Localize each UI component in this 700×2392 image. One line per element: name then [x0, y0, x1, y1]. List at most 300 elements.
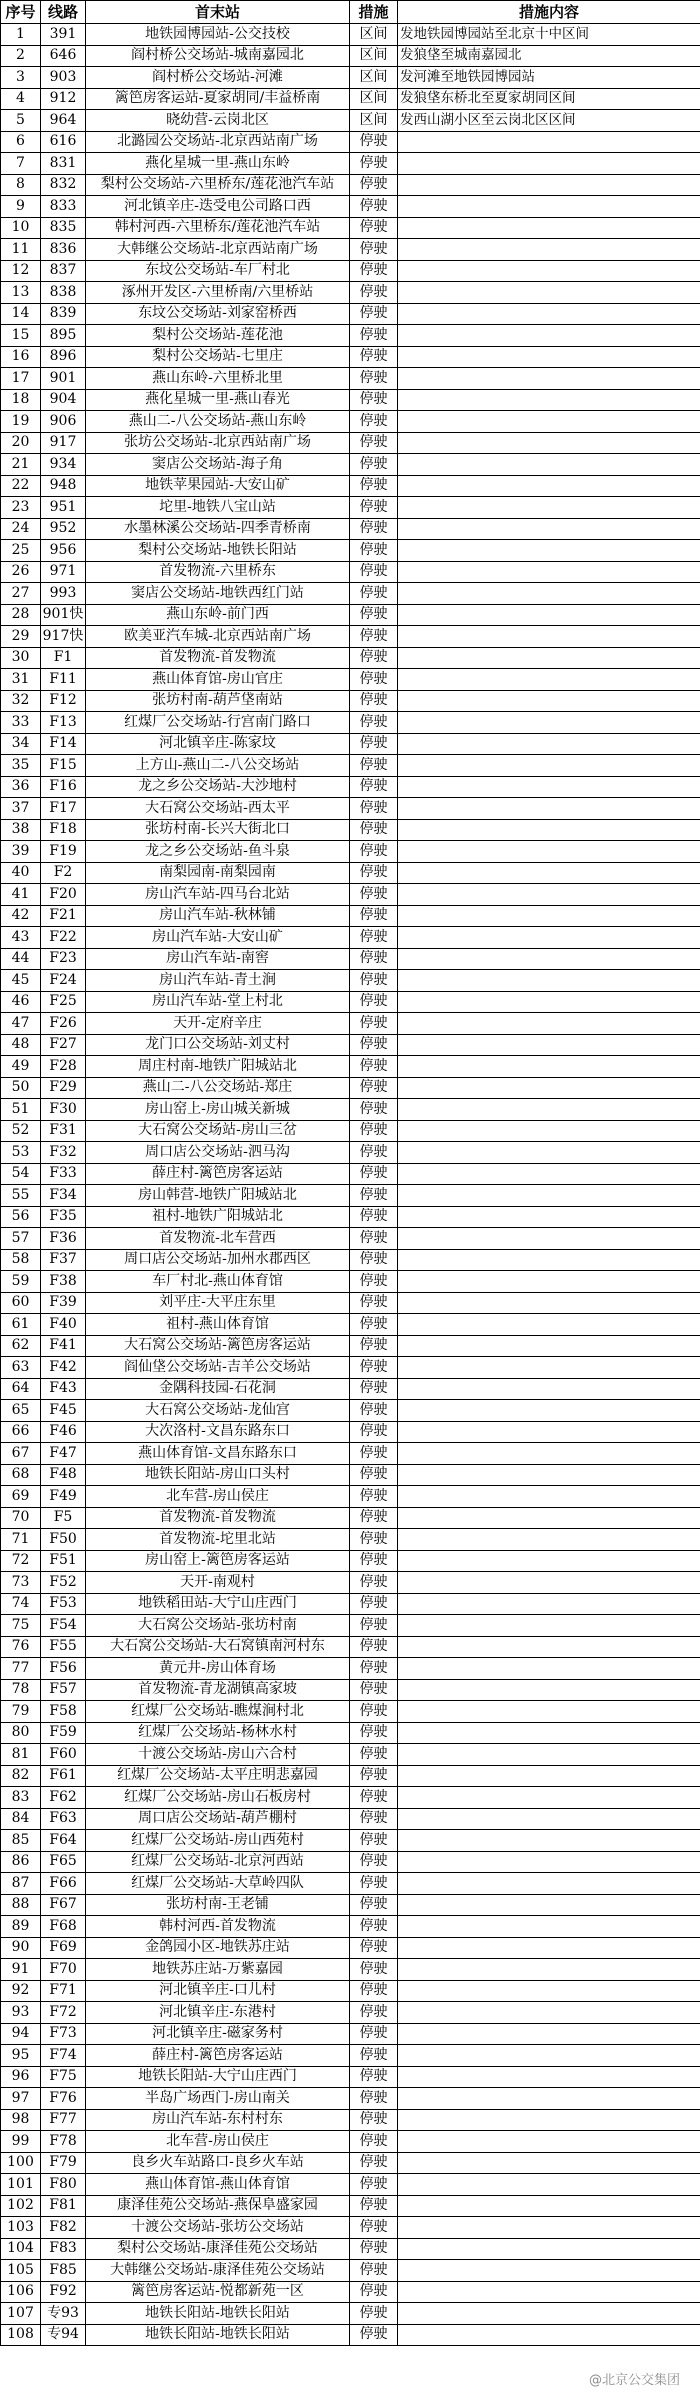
- stations-cell: 周口店公交场站-葫芦棚村: [86, 1808, 350, 1830]
- measure-cell: 停驶: [350, 454, 398, 476]
- table-row: [1, 217, 700, 239]
- seq-cell: 101: [1, 2174, 41, 2196]
- table-row: [1, 2303, 700, 2325]
- table-row: [1, 2023, 700, 2045]
- seq-cell: 51: [1, 1099, 41, 1121]
- route-cell: 971: [41, 561, 86, 583]
- measure-cell: 停驶: [350, 1421, 398, 1443]
- seq-cell: 63: [1, 1357, 41, 1379]
- measure-cell: 停驶: [350, 798, 398, 820]
- measure-cell: 停驶: [350, 1679, 398, 1701]
- seq-cell: 32: [1, 690, 41, 712]
- measure-cell: 停驶: [350, 174, 398, 196]
- detail-cell: 发西山湖小区至云岗北区区间: [398, 110, 700, 132]
- route-cell: F65: [41, 1851, 86, 1873]
- header-stations: 首末站: [86, 1, 350, 24]
- seq-cell: 78: [1, 1679, 41, 1701]
- route-cell: 895: [41, 325, 86, 347]
- seq-cell: 30: [1, 647, 41, 669]
- seq-cell: 13: [1, 282, 41, 304]
- stations-cell: 大韩继公交场站-康泽佳苑公交场站: [86, 2260, 350, 2282]
- route-cell: F82: [41, 2217, 86, 2239]
- seq-cell: 66: [1, 1421, 41, 1443]
- measure-cell: 停驶: [350, 1550, 398, 1572]
- seq-cell: 28: [1, 604, 41, 626]
- measure-cell: 停驶: [350, 2066, 398, 2088]
- stations-cell: 韩村河西-首发物流: [86, 1916, 350, 1938]
- seq-cell: 71: [1, 1529, 41, 1551]
- stations-cell: 十渡公交场站-张坊公交场站: [86, 2217, 350, 2239]
- seq-cell: 70: [1, 1507, 41, 1529]
- seq-cell: 98: [1, 2109, 41, 2131]
- stations-cell: 燕化星城一里-燕山春光: [86, 389, 350, 411]
- measure-cell: 停驶: [350, 991, 398, 1013]
- table-row: [1, 1765, 700, 1787]
- table-row: [1, 647, 700, 669]
- detail-cell: [398, 174, 700, 196]
- table-row: [1, 174, 700, 196]
- stations-cell: 张坊村南-长兴大街北口: [86, 819, 350, 841]
- seq-cell: 87: [1, 1873, 41, 1895]
- table-row: [1, 1615, 700, 1637]
- detail-cell: [398, 1292, 700, 1314]
- seq-cell: 85: [1, 1830, 41, 1852]
- detail-cell: [398, 690, 700, 712]
- measure-cell: 停驶: [350, 1980, 398, 2002]
- table-row: [1, 1400, 700, 1422]
- route-cell: F31: [41, 1120, 86, 1142]
- measure-cell: 停驶: [350, 368, 398, 390]
- route-cell: 934: [41, 454, 86, 476]
- detail-cell: [398, 518, 700, 540]
- detail-cell: [398, 733, 700, 755]
- stations-cell: 良乡火车站路口-良乡火车站: [86, 2152, 350, 2174]
- stations-cell: 篱笆房客运站-夏家胡同/丰益桥南: [86, 88, 350, 110]
- stations-cell: 梨村公交场站-地铁长阳站: [86, 540, 350, 562]
- stations-cell: 红煤厂公交场站-房山西苑村: [86, 1830, 350, 1852]
- table-row: [1, 1077, 700, 1099]
- stations-cell: 车厂村北-燕山体育馆: [86, 1271, 350, 1293]
- table-row: [1, 24, 700, 46]
- seq-cell: 24: [1, 518, 41, 540]
- detail-cell: [398, 819, 700, 841]
- detail-cell: [398, 561, 700, 583]
- measure-cell: 停驶: [350, 1894, 398, 1916]
- route-cell: 952: [41, 518, 86, 540]
- measure-cell: 停驶: [350, 325, 398, 347]
- measure-cell: 停驶: [350, 1851, 398, 1873]
- route-cell: F61: [41, 1765, 86, 1787]
- seq-cell: 6: [1, 131, 41, 153]
- stations-cell: 龙之乡公交场站-大沙地村: [86, 776, 350, 798]
- header-detail: 措施内容: [398, 1, 700, 24]
- stations-cell: 大石窝公交场站-张坊村南: [86, 1615, 350, 1637]
- table-body: [1, 24, 700, 2346]
- stations-cell: 燕山体育馆-文昌东路东口: [86, 1443, 350, 1465]
- route-cell: F36: [41, 1228, 86, 1250]
- table-row: [1, 2131, 700, 2153]
- stations-cell: 红煤厂公交场站-杨林水村: [86, 1722, 350, 1744]
- route-cell: F59: [41, 1722, 86, 1744]
- detail-cell: [398, 2217, 700, 2239]
- route-cell: 832: [41, 174, 86, 196]
- table-header-row: [1, 1, 700, 24]
- detail-cell: [398, 1120, 700, 1142]
- measure-cell: 停驶: [350, 2303, 398, 2325]
- route-cell: F26: [41, 1013, 86, 1035]
- route-cell: 837: [41, 260, 86, 282]
- seq-cell: 67: [1, 1443, 41, 1465]
- route-cell: F68: [41, 1916, 86, 1938]
- seq-cell: 3: [1, 67, 41, 89]
- route-cell: 948: [41, 475, 86, 497]
- stations-cell: 天开-南观村: [86, 1572, 350, 1594]
- detail-cell: [398, 1658, 700, 1680]
- seq-cell: 106: [1, 2281, 41, 2303]
- detail-cell: [398, 991, 700, 1013]
- detail-cell: [398, 1486, 700, 1508]
- detail-cell: [398, 2324, 700, 2346]
- measure-cell: 停驶: [350, 755, 398, 777]
- detail-cell: [398, 303, 700, 325]
- detail-cell: [398, 1873, 700, 1895]
- route-cell: F15: [41, 755, 86, 777]
- stations-cell: 大次洛村-文昌东路东口: [86, 1421, 350, 1443]
- measure-cell: 停驶: [350, 1572, 398, 1594]
- stations-cell: 水墨林溪公交场站-四季青桥南: [86, 518, 350, 540]
- measure-cell: 停驶: [350, 2088, 398, 2110]
- stations-cell: 房山汽车站-堂上村北: [86, 991, 350, 1013]
- measure-cell: 停驶: [350, 905, 398, 927]
- stations-cell: 大石窝公交场站-龙仙宫: [86, 1400, 350, 1422]
- seq-cell: 8: [1, 174, 41, 196]
- route-cell: F29: [41, 1077, 86, 1099]
- measure-cell: 停驶: [350, 1765, 398, 1787]
- measure-cell: 停驶: [350, 518, 398, 540]
- table-row: [1, 733, 700, 755]
- measure-cell: 停驶: [350, 303, 398, 325]
- detail-cell: [398, 2260, 700, 2282]
- table-row: [1, 540, 700, 562]
- detail-cell: [398, 669, 700, 691]
- detail-cell: 发河滩至地铁园博园站: [398, 67, 700, 89]
- table-row: [1, 991, 700, 1013]
- route-cell: 646: [41, 45, 86, 67]
- stations-cell: 房山窑上-房山城关新城: [86, 1099, 350, 1121]
- seq-cell: 14: [1, 303, 41, 325]
- route-cell: 836: [41, 239, 86, 261]
- detail-cell: 发狼垡东桥北至夏家胡同区间: [398, 88, 700, 110]
- detail-cell: [398, 2023, 700, 2045]
- measure-cell: 停驶: [350, 1486, 398, 1508]
- seq-cell: 81: [1, 1744, 41, 1766]
- seq-cell: 38: [1, 819, 41, 841]
- stations-cell: 红煤厂公交场站-行宫南门路口: [86, 712, 350, 734]
- route-cell: F46: [41, 1421, 86, 1443]
- route-cell: F1: [41, 647, 86, 669]
- route-cell: 904: [41, 389, 86, 411]
- measure-cell: 停驶: [350, 647, 398, 669]
- measure-cell: 停驶: [350, 1507, 398, 1529]
- stations-cell: 河北镇辛庄-磁家务村: [86, 2023, 350, 2045]
- measure-cell: 停驶: [350, 196, 398, 218]
- measure-cell: 停驶: [350, 1636, 398, 1658]
- seq-cell: 29: [1, 626, 41, 648]
- table-row: [1, 712, 700, 734]
- detail-cell: [398, 217, 700, 239]
- detail-cell: [398, 389, 700, 411]
- seq-cell: 88: [1, 1894, 41, 1916]
- measure-cell: 停驶: [350, 2238, 398, 2260]
- route-cell: F73: [41, 2023, 86, 2045]
- route-cell: 901: [41, 368, 86, 390]
- route-cell: F11: [41, 669, 86, 691]
- table-row: [1, 2260, 700, 2282]
- seq-cell: 50: [1, 1077, 41, 1099]
- seq-cell: 12: [1, 260, 41, 282]
- table-row: [1, 2109, 700, 2131]
- stations-cell: 首发物流-北车营西: [86, 1228, 350, 1250]
- detail-cell: [398, 927, 700, 949]
- table-row: [1, 1851, 700, 1873]
- measure-cell: 区间: [350, 24, 398, 46]
- measure-cell: 停驶: [350, 948, 398, 970]
- detail-cell: [398, 1765, 700, 1787]
- route-cell: 901快: [41, 604, 86, 626]
- measure-cell: 停驶: [350, 1808, 398, 1830]
- seq-cell: 89: [1, 1916, 41, 1938]
- stations-cell: 地铁长阳站-地铁长阳站: [86, 2303, 350, 2325]
- seq-cell: 74: [1, 1593, 41, 1615]
- route-cell: F34: [41, 1185, 86, 1207]
- table-row: [1, 1722, 700, 1744]
- table-row: [1, 2152, 700, 2174]
- detail-cell: [398, 905, 700, 927]
- stations-cell: 涿州开发区-六里桥南/六里桥站: [86, 282, 350, 304]
- seq-cell: 82: [1, 1765, 41, 1787]
- stations-cell: 河北镇辛庄-陈家坟: [86, 733, 350, 755]
- measure-cell: 停驶: [350, 217, 398, 239]
- route-cell: F58: [41, 1701, 86, 1723]
- route-cell: F20: [41, 884, 86, 906]
- detail-cell: [398, 884, 700, 906]
- detail-cell: [398, 1378, 700, 1400]
- measure-cell: 区间: [350, 110, 398, 132]
- route-cell: F21: [41, 905, 86, 927]
- table-row: [1, 798, 700, 820]
- measure-cell: 停驶: [350, 1464, 398, 1486]
- header-measure: 措施: [350, 1, 398, 24]
- route-cell: F41: [41, 1335, 86, 1357]
- route-cell: F85: [41, 2260, 86, 2282]
- route-cell: F67: [41, 1894, 86, 1916]
- detail-cell: [398, 712, 700, 734]
- stations-cell: 张坊公交场站-北京西站南广场: [86, 432, 350, 454]
- measure-cell: 停驶: [350, 1185, 398, 1207]
- table-row: [1, 1378, 700, 1400]
- stations-cell: 黄元井-房山体育场: [86, 1658, 350, 1680]
- route-cell: F35: [41, 1206, 86, 1228]
- stations-cell: 燕山二-八公交场站-燕山东岭: [86, 411, 350, 433]
- seq-cell: 61: [1, 1314, 41, 1336]
- seq-cell: 99: [1, 2131, 41, 2153]
- detail-cell: [398, 1400, 700, 1422]
- stations-cell: 周口店公交场站-加州水郡西区: [86, 1249, 350, 1271]
- seq-cell: 45: [1, 970, 41, 992]
- route-cell: F83: [41, 2238, 86, 2260]
- stations-cell: 上方山-燕山二-八公交场站: [86, 755, 350, 777]
- route-cell: F80: [41, 2174, 86, 2196]
- detail-cell: [398, 647, 700, 669]
- measure-cell: 停驶: [350, 669, 398, 691]
- stations-cell: 首发物流-坨里北站: [86, 1529, 350, 1551]
- detail-cell: [398, 346, 700, 368]
- stations-cell: 房山汽车站-秋林铺: [86, 905, 350, 927]
- detail-cell: [398, 282, 700, 304]
- stations-cell: 北车营-房山侯庄: [86, 2131, 350, 2153]
- route-cell: F42: [41, 1357, 86, 1379]
- route-cell: F66: [41, 1873, 86, 1895]
- table-row: [1, 1314, 700, 1336]
- stations-cell: 阎村桥公交场站-河滩: [86, 67, 350, 89]
- table-row: [1, 389, 700, 411]
- table-row: [1, 690, 700, 712]
- stations-cell: 红煤厂公交场站-北京河西站: [86, 1851, 350, 1873]
- table-row: [1, 626, 700, 648]
- seq-cell: 18: [1, 389, 41, 411]
- seq-cell: 15: [1, 325, 41, 347]
- seq-cell: 75: [1, 1615, 41, 1637]
- seq-cell: 54: [1, 1163, 41, 1185]
- measure-cell: 停驶: [350, 841, 398, 863]
- seq-cell: 10: [1, 217, 41, 239]
- table-row: [1, 1292, 700, 1314]
- stations-cell: 北车营-房山侯庄: [86, 1486, 350, 1508]
- table-row: [1, 1529, 700, 1551]
- seq-cell: 84: [1, 1808, 41, 1830]
- route-cell: F79: [41, 2152, 86, 2174]
- stations-cell: 阎仙垡公交场站-吉羊公交场站: [86, 1357, 350, 1379]
- table-row: [1, 1335, 700, 1357]
- stations-cell: 篱笆房客运站-悦都新苑一区: [86, 2281, 350, 2303]
- seq-cell: 55: [1, 1185, 41, 1207]
- stations-cell: 周庄村南-地铁广阳城站北: [86, 1056, 350, 1078]
- route-cell: 903: [41, 67, 86, 89]
- stations-cell: 金隅科技园-石花洞: [86, 1378, 350, 1400]
- table-row: [1, 1830, 700, 1852]
- seq-cell: 9: [1, 196, 41, 218]
- detail-cell: [398, 239, 700, 261]
- measure-cell: 停驶: [350, 2023, 398, 2045]
- table-row: [1, 1056, 700, 1078]
- stations-cell: 大石窝公交场站-大石窝镇南河村东: [86, 1636, 350, 1658]
- table-row: [1, 67, 700, 89]
- detail-cell: [398, 1421, 700, 1443]
- seq-cell: 21: [1, 454, 41, 476]
- stations-cell: 张坊村南-王老铺: [86, 1894, 350, 1916]
- table-row: [1, 2045, 700, 2067]
- table-row: [1, 1507, 700, 1529]
- stations-cell: 南梨园南-南梨园南: [86, 862, 350, 884]
- table-row: [1, 862, 700, 884]
- seq-cell: 37: [1, 798, 41, 820]
- table-row: [1, 368, 700, 390]
- stations-cell: 大石窝公交场站-房山三岔: [86, 1120, 350, 1142]
- detail-cell: [398, 1572, 700, 1594]
- detail-cell: [398, 1701, 700, 1723]
- table-row: [1, 325, 700, 347]
- stations-cell: 红煤厂公交场站-瞧煤涧村北: [86, 1701, 350, 1723]
- seq-cell: 2: [1, 45, 41, 67]
- route-cell: F19: [41, 841, 86, 863]
- seq-cell: 46: [1, 991, 41, 1013]
- seq-cell: 96: [1, 2066, 41, 2088]
- measure-cell: 停驶: [350, 1206, 398, 1228]
- table-row: [1, 884, 700, 906]
- table-row: [1, 1249, 700, 1271]
- stations-cell: 薛庄村-篱笆房客运站: [86, 2045, 350, 2067]
- detail-cell: [398, 454, 700, 476]
- route-cell: F62: [41, 1787, 86, 1809]
- stations-cell: 天开-定府辛庄: [86, 1013, 350, 1035]
- table-row: [1, 1120, 700, 1142]
- route-cell: F27: [41, 1034, 86, 1056]
- route-cell: F60: [41, 1744, 86, 1766]
- table-row: [1, 755, 700, 777]
- table-row: [1, 1636, 700, 1658]
- detail-cell: [398, 841, 700, 863]
- table-row: [1, 260, 700, 282]
- detail-cell: [398, 1507, 700, 1529]
- table-row: [1, 1034, 700, 1056]
- detail-cell: [398, 1550, 700, 1572]
- detail-cell: [398, 583, 700, 605]
- measure-cell: 停驶: [350, 2324, 398, 2346]
- stations-cell: 地铁稻田站-大宁山庄西门: [86, 1593, 350, 1615]
- detail-cell: 发狼垡至城南嘉园北: [398, 45, 700, 67]
- measure-cell: 停驶: [350, 1314, 398, 1336]
- measure-cell: 停驶: [350, 970, 398, 992]
- table-row: [1, 905, 700, 927]
- table-row: [1, 1013, 700, 1035]
- route-cell: F64: [41, 1830, 86, 1852]
- stations-cell: 地铁园博园站-公交技校: [86, 24, 350, 46]
- table-row: [1, 1464, 700, 1486]
- table-row: [1, 1787, 700, 1809]
- route-cell: F71: [41, 1980, 86, 2002]
- table-row: [1, 1959, 700, 1981]
- detail-cell: [398, 260, 700, 282]
- seq-cell: 97: [1, 2088, 41, 2110]
- seq-cell: 43: [1, 927, 41, 949]
- seq-cell: 40: [1, 862, 41, 884]
- route-cell: F48: [41, 1464, 86, 1486]
- detail-cell: [398, 1851, 700, 1873]
- detail-cell: [398, 1722, 700, 1744]
- stations-cell: 东坟公交场站-车厂村北: [86, 260, 350, 282]
- route-cell: F22: [41, 927, 86, 949]
- detail-cell: [398, 755, 700, 777]
- detail-cell: [398, 2002, 700, 2024]
- stations-cell: 祖村-燕山体育馆: [86, 1314, 350, 1336]
- table-row: [1, 239, 700, 261]
- table-row: [1, 1894, 700, 1916]
- measure-cell: 停驶: [350, 1937, 398, 1959]
- detail-cell: [398, 2238, 700, 2260]
- detail-cell: [398, 1206, 700, 1228]
- stations-cell: 房山韩营-地铁广阳城站北: [86, 1185, 350, 1207]
- seq-cell: 105: [1, 2260, 41, 2282]
